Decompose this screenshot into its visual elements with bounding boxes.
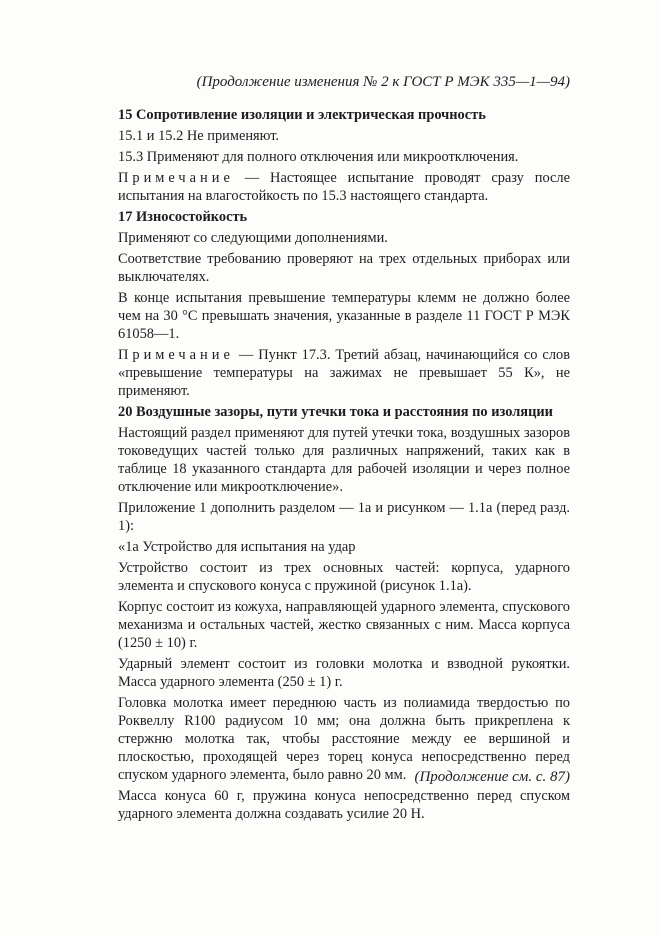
body-paragraph: Ударный элемент состоит из головки молотка и взводной рукоятки. Масса ударного элемента (250 ± 1) г. (118, 656, 570, 690)
note-label: Примечание (118, 170, 234, 186)
note-paragraph (118, 346, 570, 400)
body-paragraph: 15.3 Применяют для полного отключения или микроотключения. (118, 149, 519, 165)
body-paragraph: Приложение 1 дополнить разделом — 1а и рисунком — 1.1а (перед разд. 1): (118, 500, 570, 534)
body-paragraph: Настоящий раздел применяют для путей утечки тока, воздушных зазоров токоведущих частей только для различных напряжений, таких как в таблице 18 указанного стандарта для рабочей изоляции и через полное отключение или микроотключение». (118, 425, 570, 495)
note-text: — Пункт 17.3. Третий абзац, начинающийся со слов «превышение температуры на зажимах не превышает 55 К», не применяют. (118, 347, 570, 399)
note-paragraph (118, 169, 570, 205)
note-label: Примечание (118, 347, 234, 363)
body-paragraph: 15.1 и 15.2 Не применяют. (118, 128, 280, 144)
body-paragraph: Масса конуса 60 г, пружина конуса непосредственно перед спуском ударного элемента должна создавать усилие 20 Н. (118, 788, 570, 822)
continuation-footer: (Продолжение см. с. 87) (414, 769, 570, 785)
body-paragraph: Головка молотка имеет переднюю часть из полиамида твердостью по Роквеллу R100 радиусом 10 мм; она должна быть прикреплена к стержню молотка так, чтобы расстояние между ее вершиной и плоскостью, проходящей через торец конуса непосредственно перед спуском ударного элемента, было равно 20 мм. (118, 695, 570, 783)
section-heading: 17 Износостойкость (118, 209, 248, 225)
note-text: — Настоящее испытание проводят сразу после испытания на влагостойкость по 15.3 настоящего стандарта. (118, 170, 570, 204)
continuation-header: (Продолжение изменения № 2 к ГОСТ Р МЭК 335—1—94) (196, 74, 570, 90)
body-paragraph: Корпус состоит из кожуха, направляющей ударного элемента, спускового механизма и остальных частей, жестко связанных с ним. Масса корпуса (1250 ± 10) г. (118, 599, 570, 651)
body-paragraph: Соответствие требованию проверяют на трех отдельных приборах или выключателях. (118, 251, 570, 285)
body-paragraph: Устройство состоит из трех основных частей: корпуса, ударного элемента и спускового конуса с пружиной (рисунок 1.1а). (118, 560, 570, 594)
section-heading: 15 Сопротивление изоляции и электрическая прочность (118, 107, 486, 123)
body-paragraph: «1а Устройство для испытания на удар (118, 539, 356, 555)
document-body (118, 106, 570, 826)
body-paragraph: Применяют со следующими дополнениями. (118, 230, 388, 246)
body-paragraph: В конце испытания превышение температуры клемм не должно более чем на 30 °С превышать значения, указанные в разделе 11 ГОСТ Р МЭК 61058—1. (118, 290, 570, 342)
section-heading: 20 Воздушные зазоры, пути утечки тока и расстояния по изоляции (118, 404, 553, 420)
